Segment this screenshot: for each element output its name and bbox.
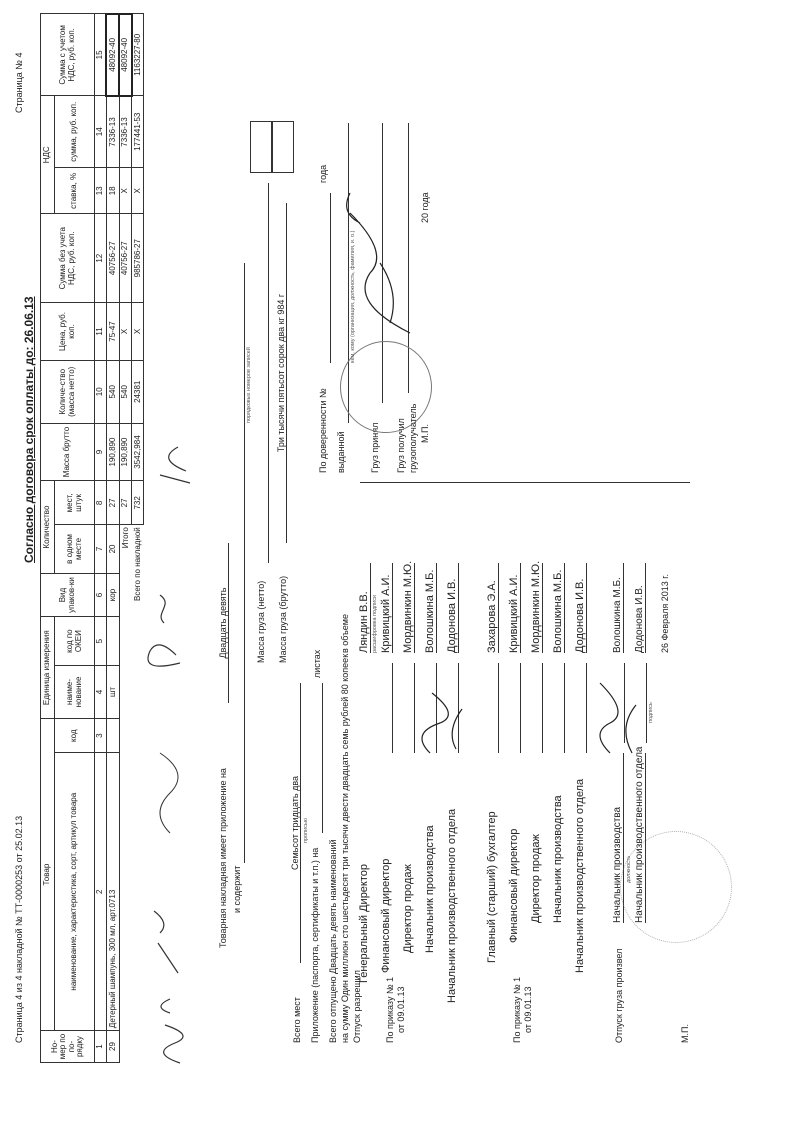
header-unit: Единица измерения bbox=[41, 617, 55, 719]
header-vat-sum: сумма, руб. коп. bbox=[55, 96, 95, 168]
shipper-name: Волошкина М.Б. bbox=[612, 563, 624, 653]
propis-hint: прописью bbox=[303, 818, 309, 843]
otpusk-razreshil: Отпуск разрешил bbox=[352, 970, 362, 1043]
header-net: Количе-ство (масса нетто) bbox=[41, 360, 95, 423]
col-num: 1 bbox=[95, 1031, 107, 1063]
order-2: По приказу № 1 bbox=[512, 976, 522, 1043]
shipper-role: Начальник производственного отдела bbox=[634, 746, 645, 923]
page-indicator-right: Страница № 4 bbox=[14, 52, 24, 113]
header-gross: Масса брутто bbox=[41, 423, 95, 481]
column-numbers-row bbox=[95, 14, 107, 1063]
signer-role: Начальник производственного отдела bbox=[574, 778, 586, 973]
all-price: Х bbox=[132, 303, 144, 361]
company-stamp-left bbox=[620, 831, 732, 943]
all-total: 1163227-80 bbox=[132, 14, 144, 96]
position-hint: должность bbox=[626, 855, 632, 883]
order-2-date: от 09.01.13 bbox=[523, 986, 533, 1033]
cargo-received-label: Груз получил bbox=[396, 418, 406, 473]
col-num: 14 bbox=[95, 96, 107, 168]
col-num: 9 bbox=[95, 423, 107, 481]
signer-role: Финансовый директор bbox=[380, 858, 392, 973]
unit-name: шт bbox=[106, 665, 119, 718]
header-product-desc: наименование, характеристика, сорт, артикул товара bbox=[55, 753, 95, 1031]
header-price: Цена, руб. коп. bbox=[41, 303, 95, 361]
signer-role: Директор продаж bbox=[530, 834, 542, 923]
power-of-attorney-label: По доверенности № bbox=[318, 388, 328, 473]
itogo-sum-novat: 40756-27 bbox=[119, 214, 131, 303]
mass-gross-box bbox=[272, 121, 294, 173]
company-stamp-right bbox=[340, 341, 432, 433]
itogo-places: 27 bbox=[119, 481, 131, 525]
mp-left: М.П. bbox=[680, 1024, 690, 1043]
all-vat-rate: Х bbox=[132, 168, 144, 214]
order-1-date: от 09.01.13 bbox=[396, 986, 406, 1033]
header-total: Сумма с учетом НДС, руб. коп. bbox=[41, 14, 95, 96]
col-num: 11 bbox=[95, 303, 107, 361]
all-sum-novat: 985786-27 bbox=[132, 214, 144, 303]
sum-novat: 40756-27 bbox=[106, 214, 119, 303]
order-1: По приказу № 1 bbox=[385, 976, 395, 1043]
pack-type: кор bbox=[106, 573, 119, 617]
header-pack: Вид упаков-ки bbox=[41, 573, 95, 617]
handwriting-marks bbox=[120, 83, 200, 1083]
signer-name: Ляндин В.В. bbox=[358, 563, 371, 653]
table-row bbox=[106, 14, 119, 1063]
vat-sum: 7336-13 bbox=[106, 96, 119, 168]
itogo-gross: 190,890 bbox=[119, 423, 131, 481]
header-qty-one: в одном месте bbox=[55, 525, 95, 573]
signer-name: Захарова Э.А. bbox=[486, 563, 499, 653]
total-places-words: Семьсот тридцать два bbox=[290, 683, 301, 963]
row-number: 29 bbox=[106, 1031, 119, 1063]
qty-places: 27 bbox=[106, 481, 119, 525]
col-num: 6 bbox=[95, 573, 107, 617]
document-date: 26 Февраля 2013 г. bbox=[660, 574, 670, 653]
col-num: 3 bbox=[95, 719, 107, 753]
cargo-accepted-label: Груз принял bbox=[370, 422, 380, 473]
mass-net-label: Масса груза (нетто) bbox=[256, 580, 266, 663]
signer-role: Начальник производства bbox=[552, 795, 564, 923]
col-num: 13 bbox=[95, 168, 107, 214]
signer-name: Кривицкий А.И. bbox=[380, 563, 393, 653]
total-with-vat: 48092-40 bbox=[106, 14, 119, 96]
header-unit-name: наиме-нование bbox=[55, 665, 95, 718]
itogo-total: 48092-40 bbox=[119, 14, 131, 96]
qty-one: 20 bbox=[106, 525, 119, 573]
net-mass: 540 bbox=[106, 360, 119, 423]
itogo-net: 540 bbox=[119, 360, 131, 423]
signer-role: Начальник производства bbox=[424, 825, 436, 953]
consignee-label: грузополучатель bbox=[408, 403, 418, 473]
signer-role: Начальник производственного отдела bbox=[446, 808, 458, 1003]
signature-hint: подпись bbox=[648, 702, 654, 723]
year-suffix: года bbox=[318, 164, 328, 183]
released-line-1: Всего отпущено Двадцать девять наименований bbox=[328, 839, 338, 1043]
signer-name: Волошкина М.Б. bbox=[552, 563, 565, 653]
gross-mass: 190,890 bbox=[106, 423, 119, 481]
page-indicator-left: Страница 4 из 4 накладной № ТТ-0000253 от 25.02.13 bbox=[14, 815, 24, 1043]
contains-label: и содержит bbox=[232, 865, 242, 913]
sheets-words: Двадцать девять bbox=[218, 543, 229, 703]
col-num: 2 bbox=[95, 753, 107, 1031]
mass-gross-label: Масса груза (брутто) bbox=[278, 575, 288, 663]
header-vat: НДС bbox=[41, 96, 55, 214]
signer-role: Главный (старший) бухгалтер bbox=[486, 811, 498, 963]
header-quantity: Количество bbox=[41, 481, 55, 573]
header-qty-places: мест, штук bbox=[55, 481, 95, 525]
itogo-vat-rate: Х bbox=[119, 168, 131, 214]
all-gross: 3542,984 bbox=[132, 423, 144, 481]
signer-role: Финансовый директор bbox=[508, 828, 520, 943]
all-total-label: Всего по накладной bbox=[132, 527, 142, 601]
all-places: 732 bbox=[132, 481, 144, 525]
all-vat-sum: 177441-53 bbox=[132, 96, 144, 168]
contract-payment-term: Согласно договора срок оплаты до: 26.06.13 bbox=[22, 296, 36, 563]
col-num: 12 bbox=[95, 214, 107, 303]
signer-role: Генеральный Директор bbox=[358, 863, 370, 983]
decode-hint: расшифровка подписи bbox=[372, 594, 378, 653]
product-code bbox=[106, 719, 119, 753]
mass-gross-words: Три тысячи пятьсот сорок два кг 984 г bbox=[276, 203, 287, 543]
col-num: 8 bbox=[95, 481, 107, 525]
header-sum-novat: Сумма без учета НДС, руб. коп. bbox=[41, 214, 95, 303]
signatures-left bbox=[410, 663, 650, 763]
itogo-vat-sum: 7336-13 bbox=[119, 96, 131, 168]
header-product: Товар bbox=[41, 719, 55, 1031]
otpusk-proizvel: Отпуск груза произвел bbox=[614, 948, 624, 1043]
year-line: 20 года bbox=[420, 192, 430, 223]
unit-okei bbox=[106, 617, 119, 665]
itogo-label: Итого bbox=[120, 527, 130, 549]
header-unit-okei: код по ОКЕИ bbox=[55, 617, 95, 665]
signer-name: Мордвинкин М.Ю. bbox=[402, 560, 414, 653]
header-vat-rate: ставка, % bbox=[55, 168, 95, 214]
attach-text: Товарная накладная имеет приложение на bbox=[218, 768, 228, 948]
signer-name: Кривицкий А.И. bbox=[508, 563, 521, 653]
col-num: 15 bbox=[95, 14, 107, 96]
itogo-price: Х bbox=[119, 303, 131, 361]
header-row-number: Но-мер по по-рядку bbox=[41, 1031, 95, 1063]
signatures-right bbox=[330, 143, 430, 343]
signer-name: Додонова И.В. bbox=[446, 563, 459, 653]
all-net: 24381 bbox=[132, 360, 144, 423]
shipper-name: Додонова И.В. bbox=[634, 563, 646, 653]
col-num: 7 bbox=[95, 525, 107, 573]
mp-right: М.П. bbox=[420, 424, 430, 443]
header-code: код bbox=[55, 719, 95, 753]
signer-role: Директор продаж bbox=[402, 864, 414, 953]
col-num: 10 bbox=[95, 360, 107, 423]
issued-label: выданной bbox=[336, 431, 346, 473]
mass-net-box bbox=[250, 121, 272, 173]
fio-hint: кем, кому (организация, должность, фамилия, и. о.) bbox=[350, 230, 356, 363]
vat-rate: 18 bbox=[106, 168, 119, 214]
shipper-role: Начальник производства bbox=[612, 753, 624, 923]
sheets-label: листах bbox=[312, 649, 322, 678]
product-name: Детерный шампунь, 300 мл, арт.0713 bbox=[106, 753, 119, 1031]
col-num: 4 bbox=[95, 665, 107, 718]
col-num: 5 bbox=[95, 617, 107, 665]
price: 75-47 bbox=[106, 303, 119, 361]
signer-name: Мордвинкин М.Ю. bbox=[530, 560, 542, 653]
in-volume-label: в объеме bbox=[340, 614, 350, 653]
attachment-label: Приложение (паспорта, сертификаты и т.п.) на bbox=[310, 847, 320, 1043]
signer-name: Волошкина М.Б. bbox=[424, 563, 437, 653]
signer-name: Додонова И.В. bbox=[574, 563, 587, 653]
released-line-2: на сумму Один миллион сто шестьдесят три тысячи двести двадцать семь рублей 80 копеек bbox=[340, 653, 350, 1043]
record-numbers-label: порядковых номеров записей bbox=[246, 347, 252, 423]
total-places-label: Всего мест bbox=[292, 997, 302, 1043]
